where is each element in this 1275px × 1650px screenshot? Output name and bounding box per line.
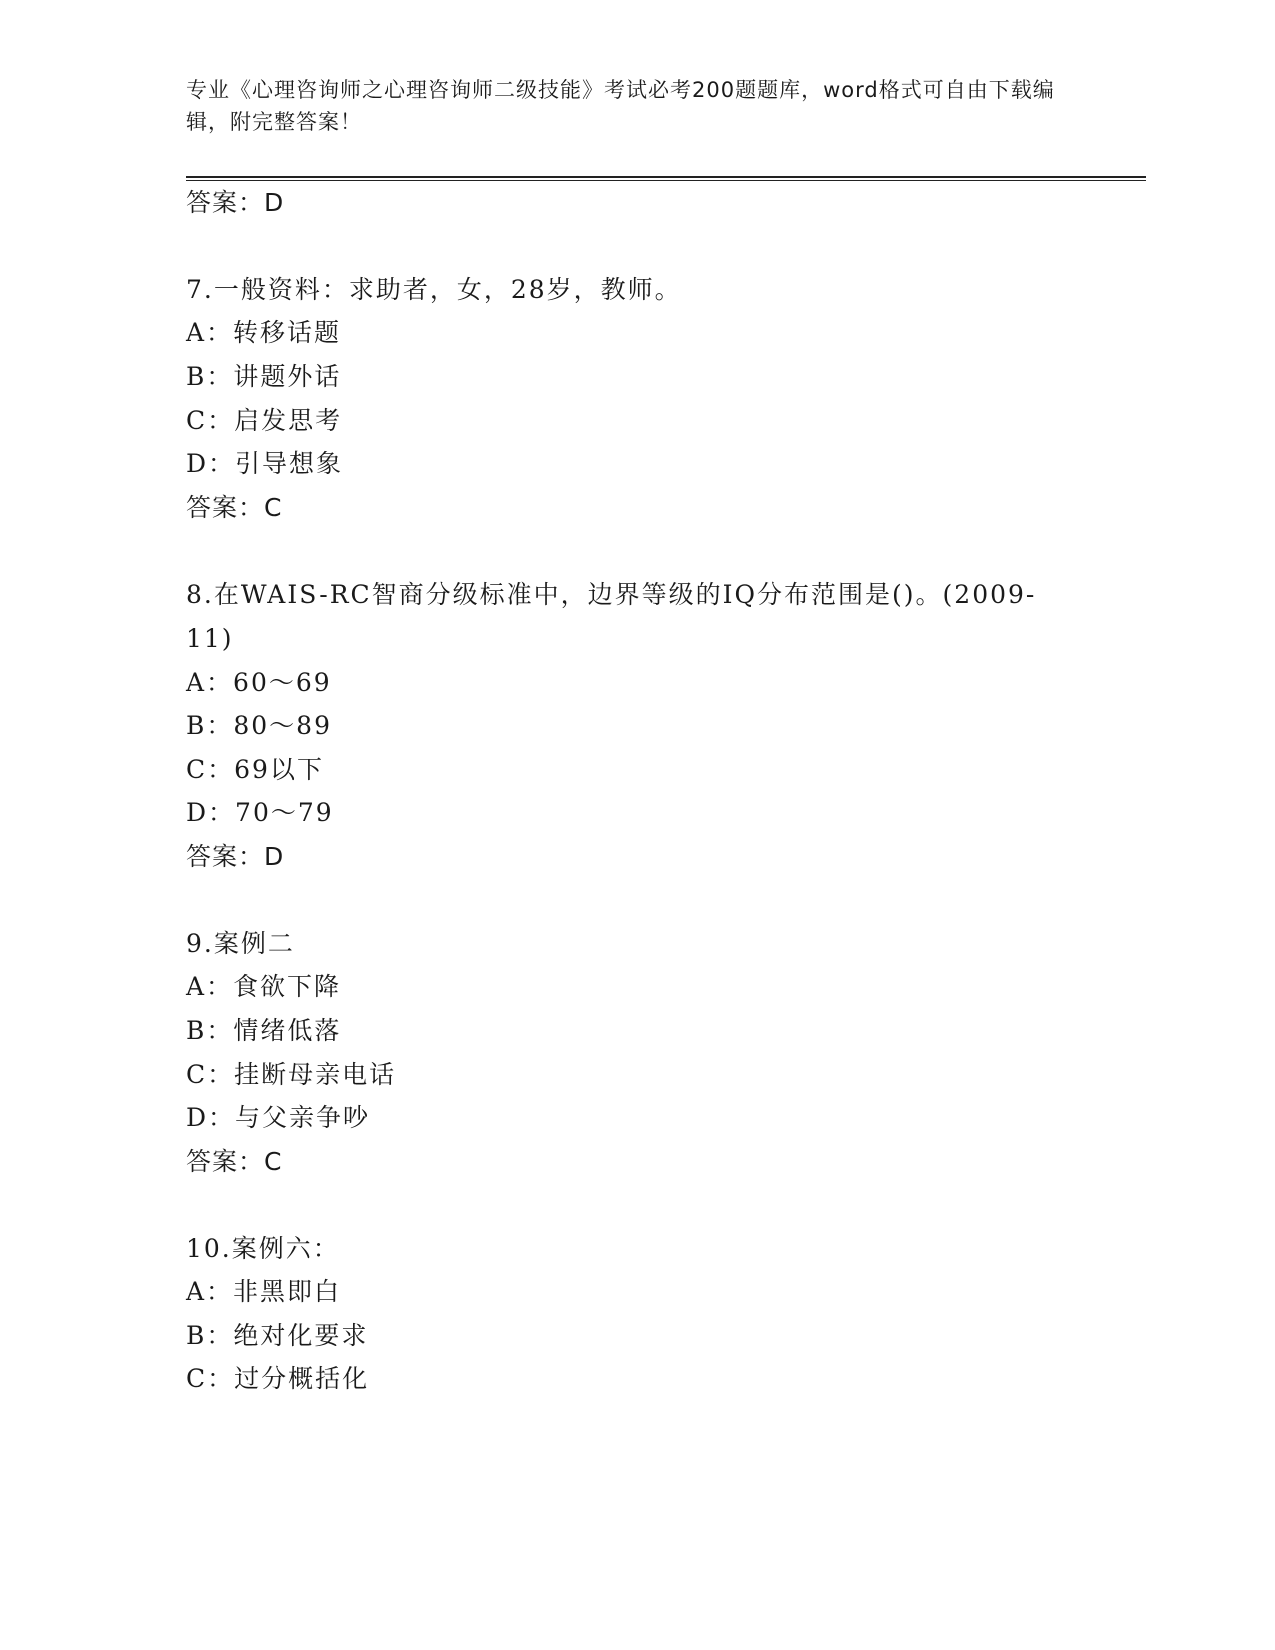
document-header: 专业《心理咨询师之心理咨询师二级技能》考试必考200题题库，word格式可自由下载编辑，附完整答案！ xyxy=(186,78,1055,134)
question-7-answer: 答案：C xyxy=(186,493,283,522)
question-9-option-a: A：食欲下降 xyxy=(186,972,342,1001)
question-7-option-c: C：启发思考 xyxy=(186,406,343,435)
question-8-option-b: B：80～89 xyxy=(186,711,332,740)
answer-line: 答案：D xyxy=(186,188,285,217)
question-7-option-d: D：引导想象 xyxy=(186,449,344,478)
question-10-option-b: B：绝对化要求 xyxy=(186,1321,369,1350)
question-9-option-b: B：情绪低落 xyxy=(186,1016,342,1045)
question-10-option-a: A：非黑即白 xyxy=(186,1277,342,1306)
question-8-option-d: D：70～79 xyxy=(186,798,334,827)
question-8-stem-line1: 8.在WAIS-RC智商分级标准中，边界等级的IQ分布范围是()。(2009- xyxy=(186,580,1037,609)
question-10-option-c: C：过分概括化 xyxy=(186,1364,370,1393)
question-8-answer: 答案：D xyxy=(186,842,285,871)
question-7-stem: 7.一般资料：求助者，女，28岁，教师。 xyxy=(186,275,682,304)
question-8-option-c: C：69以下 xyxy=(186,755,324,784)
question-7-option-a: A：转移话题 xyxy=(186,318,342,347)
question-9-answer: 答案：C xyxy=(186,1147,283,1176)
question-9-option-c: C：挂断母亲电话 xyxy=(186,1060,397,1089)
question-7-option-b: B：讲题外话 xyxy=(186,362,342,391)
question-9-option-d: D：与父亲争吵 xyxy=(186,1103,371,1132)
question-8-stem-line2: 11) xyxy=(186,624,234,653)
question-9-stem: 9.案例二 xyxy=(186,929,295,958)
question-8-option-a: A：60～69 xyxy=(186,668,332,697)
question-10-stem: 10.案例六： xyxy=(186,1234,340,1263)
header-divider xyxy=(186,176,1146,181)
